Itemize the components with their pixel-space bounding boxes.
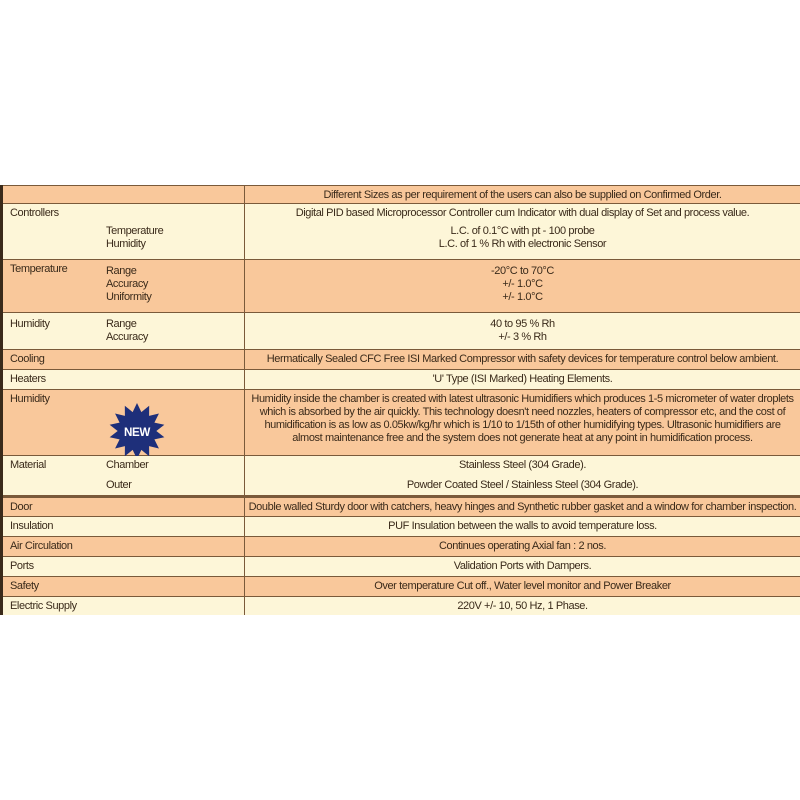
row-humidity bbox=[3, 313, 800, 350]
row-label: Cooling bbox=[10, 353, 45, 365]
row-label: Door bbox=[10, 501, 33, 513]
row-temperature bbox=[3, 260, 800, 313]
row-controllers bbox=[3, 204, 800, 260]
row-air-circulation bbox=[3, 537, 800, 557]
value-line: +/- 1.0°C bbox=[502, 278, 543, 290]
sub-labels bbox=[106, 265, 152, 304]
value-line: 40 to 95 % Rh bbox=[490, 318, 555, 330]
sub-label: Humidity bbox=[106, 238, 146, 250]
value-line: +/- 3 % Rh bbox=[498, 331, 547, 343]
row-cooling bbox=[3, 350, 800, 370]
row-humidity-ultrasonic bbox=[3, 390, 800, 456]
row-label: Air Circulation bbox=[10, 540, 73, 552]
value-line: L.C. of 1 % Rh with electronic Sensor bbox=[438, 238, 607, 250]
row-label: Safety bbox=[10, 580, 39, 592]
value-line: Stainless Steel (304 Grade). bbox=[459, 459, 586, 471]
row-label: Material bbox=[10, 459, 46, 471]
sub-label: Range bbox=[106, 318, 137, 330]
row-value bbox=[244, 390, 800, 455]
row-safety bbox=[3, 577, 800, 597]
value-line: +/- 1.0°C bbox=[502, 291, 543, 303]
value-line: Powder Coated Steel / Stainless Steel (304 Grade). bbox=[406, 479, 639, 491]
row-label: Temperature bbox=[10, 263, 68, 275]
sub-label: Temperature bbox=[106, 225, 164, 237]
new-badge-text: NEW bbox=[124, 425, 150, 439]
specifications-table bbox=[0, 185, 800, 615]
value-line: humidification is as low as 0.05kw/kg/hr which is 1/10 to 1/15th of other humidifying types. Ultrasonic humidifiers are bbox=[264, 419, 781, 431]
value-line: L.C. of 0.1°C with pt - 100 probe bbox=[450, 225, 595, 237]
intro-text: Different Sizes as per requirement of the users can also be supplied on Confirmed Order. bbox=[244, 186, 800, 203]
sub-label: Accuracy bbox=[106, 331, 149, 343]
row-label: Controllers bbox=[10, 207, 59, 219]
intro-row bbox=[3, 185, 800, 204]
row-label: Humidity bbox=[10, 318, 50, 330]
row-value: PUF Insulation between the walls to avoid temperature loss. bbox=[244, 517, 800, 536]
row-value: 'U' Type (ISI Marked) Heating Elements. bbox=[244, 370, 800, 389]
sub-label: Uniformity bbox=[106, 291, 152, 303]
row-label: Insulation bbox=[10, 520, 54, 532]
row-value bbox=[244, 456, 800, 495]
row-value: Continues operating Axial fan : 2 nos. bbox=[244, 537, 800, 556]
sub-labels bbox=[106, 225, 163, 251]
row-value: Over temperature Cut off., Water level monitor and Power Breaker bbox=[244, 577, 800, 596]
row-value: 220V +/- 10, 50 Hz, 1 Phase. bbox=[244, 597, 800, 615]
row-ports bbox=[3, 557, 800, 577]
value-line: -20°C to 70°C bbox=[491, 265, 554, 277]
row-label: Heaters bbox=[10, 373, 46, 385]
sub-label: Chamber bbox=[106, 459, 149, 471]
value-line: which is absorbed by the air quickly. This technology doesn't need nozzles, heaters of compressor etc, and the cost of bbox=[259, 406, 786, 418]
sub-labels bbox=[106, 318, 148, 344]
sub-label: Outer bbox=[106, 479, 132, 491]
value-line: almost maintenance free and the system does not generate heat at any point in humidification process. bbox=[292, 432, 753, 444]
row-value: Double walled Sturdy door with catchers, heavy hinges and Synthetic rubber gasket and a window for chamber inspection. bbox=[244, 498, 800, 516]
sub-label: Range bbox=[106, 265, 137, 277]
row-door bbox=[3, 496, 800, 517]
row-value bbox=[244, 313, 800, 349]
value-line: Digital PID based Microprocessor Controller cum Indicator with dual display of Set and process value. bbox=[295, 207, 750, 219]
row-label: Ports bbox=[10, 560, 34, 572]
row-label: Humidity bbox=[10, 393, 50, 405]
row-value: Hermatically Sealed CFC Free ISI Marked Compressor with safety devices for temperature control below ambient. bbox=[244, 350, 800, 369]
sub-labels bbox=[106, 459, 148, 492]
row-material bbox=[3, 456, 800, 496]
sub-label: Accuracy bbox=[106, 278, 149, 290]
row-heaters bbox=[3, 370, 800, 390]
new-badge-icon bbox=[108, 402, 166, 460]
row-value bbox=[244, 204, 800, 259]
row-electric-supply bbox=[3, 597, 800, 615]
value-line: Humidity inside the chamber is created with latest ultrasonic Humidifiers which produces 1-5 micrometer of water droplets bbox=[251, 393, 794, 405]
row-insulation bbox=[3, 517, 800, 537]
row-value bbox=[244, 260, 800, 312]
row-label: Electric Supply bbox=[10, 600, 77, 612]
row-value: Validation Ports with Dampers. bbox=[244, 557, 800, 576]
